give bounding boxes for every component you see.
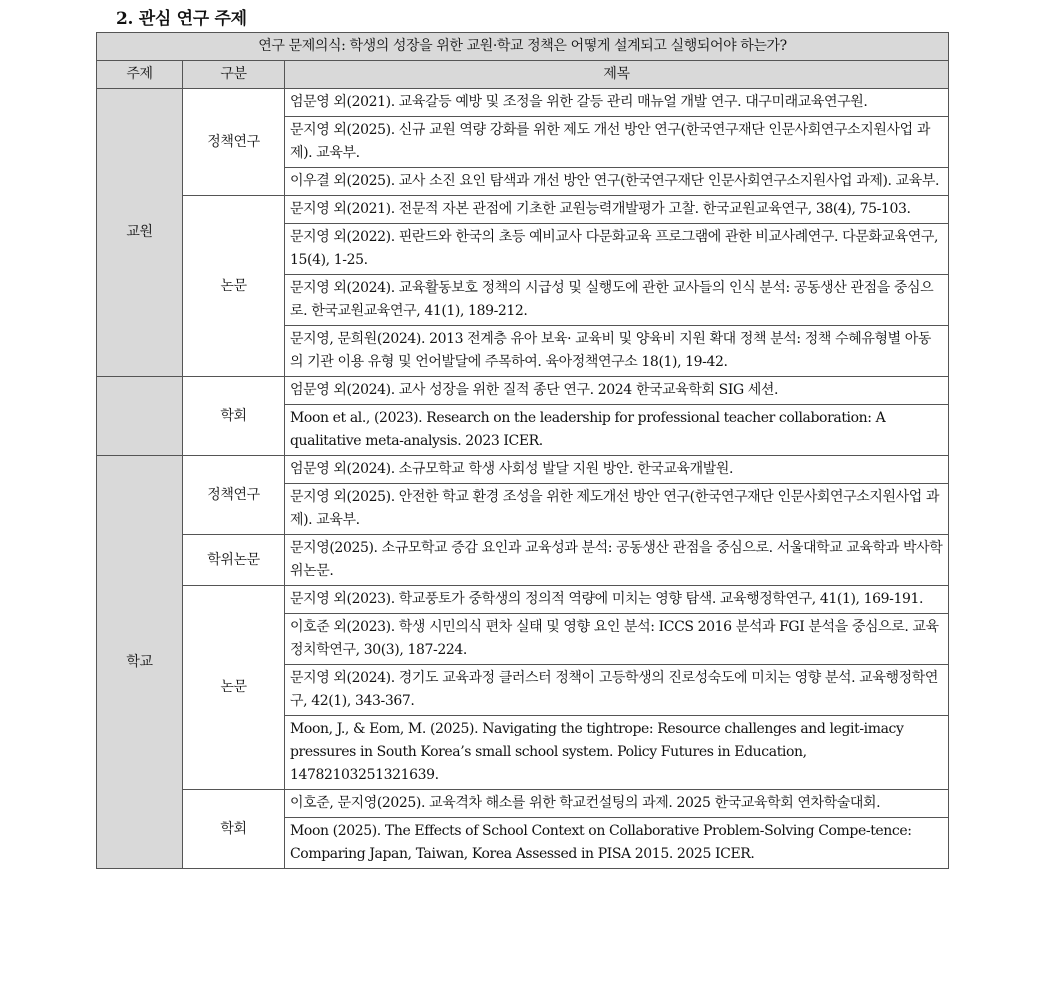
table-row: 문지영 외(2025). 신규 교원 역량 강화를 위한 제도 개선 방안 연구(한국연구재단 인문사회연구소지원사업 과제). 교육부. <box>285 117 949 168</box>
table-row: 문지영 외(2024). 교육활동보호 정책의 시급성 및 실행도에 관한 교사들의 인식 분석: 공동생산 관점을 중심으로. 한국교원교육연구, 41(1), 189-212. <box>285 275 949 326</box>
table-row: 이우결 외(2025). 교사 소진 요인 탐색과 개선 방안 연구(한국연구재단 인문사회연구소지원사업 과제). 교육부. <box>285 168 949 196</box>
topic-teacher: 교원 <box>97 89 183 377</box>
category-paper: 논문 <box>183 586 285 790</box>
category-policy-research: 정책연구 <box>183 89 285 196</box>
section-title: 2. 관심 연구 주제 <box>116 9 247 29</box>
table-row: Moon (2025). The Effects of School Context on Collaborative Problem-Solving Compe-tence: Comparing Japan, Taiwan, Korea Assessed in PISA 2015. 2025 ICER. <box>285 818 949 869</box>
table-row: 문지영 외(2024). 경기도 교육과정 클러스터 정책이 고등학생의 진로성숙도에 미치는 영향 분석. 교육행정학연구, 42(1), 343-367. <box>285 665 949 716</box>
topic-school: 학교 <box>97 456 183 869</box>
category-thesis: 학위논문 <box>183 535 285 586</box>
research-question-banner: 연구 문제의식: 학생의 성장을 위한 교원·학교 정책은 어떻게 설계되고 실행되어야 하는가? <box>97 33 949 61</box>
table-row: 문지영 외(2022). 핀란드와 한국의 초등 예비교사 다문화교육 프로그램에 관한 비교사례연구. 다문화교육연구, 15(4), 1-25. <box>285 224 949 275</box>
research-topics-table <box>96 32 949 869</box>
table-row: 엄문영 외(2021). 교육갈등 예방 및 조정을 위한 갈등 관리 매뉴얼 개발 연구. 대구미래교육연구원. <box>285 89 949 117</box>
table-row: 문지영, 문희원(2024). 2013 전계층 유아 보육· 교육비 및 양육비 지원 확대 정책 분석: 정책 수혜유형별 아동의 기관 이용 유형 및 언어발달에 주목하여. 육아정책연구소 18(1), 19-42. <box>285 326 949 377</box>
category-paper: 논문 <box>183 196 285 377</box>
header-title: 제목 <box>285 61 949 89</box>
table-row: 엄문영 외(2024). 소규모학교 학생 사회성 발달 지원 방안. 한국교육개발원. <box>285 456 949 484</box>
table-row: 문지영 외(2023). 학교풍토가 중학생의 정의적 역량에 미치는 영향 탐색. 교육행정학연구, 41(1), 169-191. <box>285 586 949 614</box>
topic-blank <box>97 377 183 456</box>
table-row: Moon, J., & Eom, M. (2025). Navigating the tightrope: Resource challenges and legit-imacy pressures in South Korea’s small school system. Policy Futures in Education, 14782103251321639. <box>285 716 949 790</box>
table-row: 엄문영 외(2024). 교사 성장을 위한 질적 종단 연구. 2024 한국교육학회 SIG 세션. <box>285 377 949 405</box>
category-conference: 학회 <box>183 377 285 456</box>
header-topic: 주제 <box>97 61 183 89</box>
table-row: 문지영(2025). 소규모학교 증감 요인과 교육성과 분석: 공동생산 관점을 중심으로. 서울대학교 교육학과 박사학위논문. <box>285 535 949 586</box>
category-policy-research: 정책연구 <box>183 456 285 535</box>
header-category: 구분 <box>183 61 285 89</box>
table-row: 이호준 외(2023). 학생 시민의식 편차 실태 및 영향 요인 분석: ICCS 2016 분석과 FGI 분석을 중심으로. 교육정치학연구, 30(3), 187-224. <box>285 614 949 665</box>
category-conference: 학회 <box>183 790 285 869</box>
table-row: Moon et al., (2023). Research on the leadership for professional teacher collaboration: A qualitative meta-analysis. 2023 ICER. <box>285 405 949 456</box>
table-row: 이호준, 문지영(2025). 교육격차 해소를 위한 학교컨설팅의 과제. 2025 한국교육학회 연차학술대회. <box>285 790 949 818</box>
table-row: 문지영 외(2025). 안전한 학교 환경 조성을 위한 제도개선 방안 연구(한국연구재단 인문사회연구소지원사업 과제). 교육부. <box>285 484 949 535</box>
table-row: 문지영 외(2021). 전문적 자본 관점에 기초한 교원능력개발평가 고찰. 한국교원교육연구, 38(4), 75-103. <box>285 196 949 224</box>
